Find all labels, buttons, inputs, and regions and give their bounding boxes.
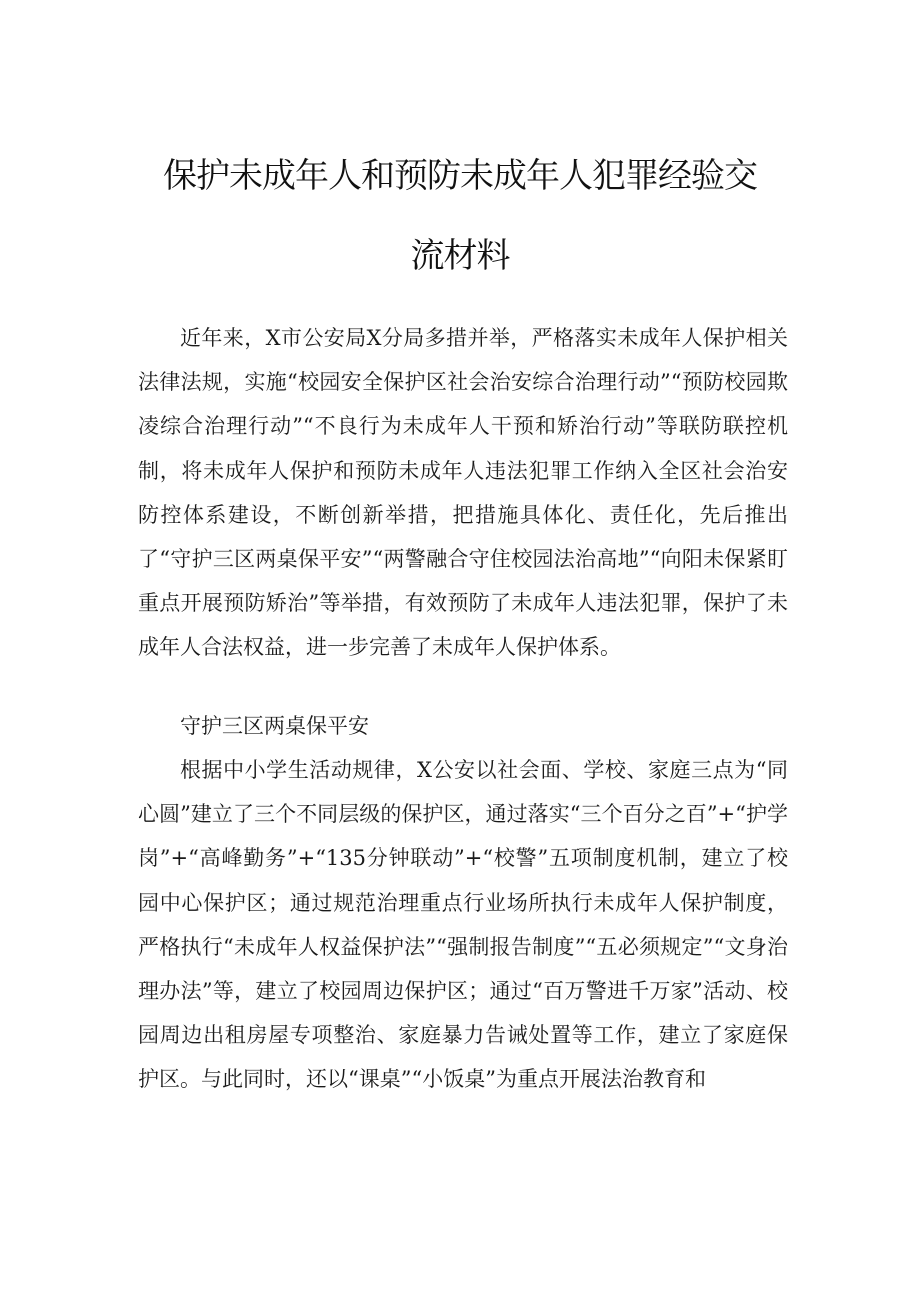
intro-paragraph-block [138, 316, 788, 670]
document-title-line-1: 保护未成年人和预防未成年人犯罪经验交 [163, 156, 757, 196]
section-paragraph: 根据中小学生活动规律，X公安以社会面、学校、家庭三点为“同心圆”建立了三个不同层级的保护区，通过落实“三个百分之百”+“护学岗”+“高峰勤务”+“135分钟联动”+“校警”五项制度机制，建立了校园中心保护区；通过规范治理重点行业场所执行未成年人保护制度，严格执行“未成年人权益保护法”“强制报告制度”“五必须规定”“文身治理办法”等，建立了校园周边保护区；通过“百万警进千万家”活动、校园周边出租房屋专项整治、家庭暴力告诫处置等工作，建立了家庭保护区。与此同时，还以“课桌”“小饭桌”为重点开展法治教育和 [138, 758, 788, 1092]
section-heading: 守护三区两桌保平安 [180, 714, 369, 738]
section-heading-block [138, 704, 788, 748]
intro-paragraph: 近年来，X市公安局X分局多措并举，严格落实未成年人保护相关法律法规，实施“校园安全保护区社会治安综合治理行动”“预防校园欺凌综合治理行动”“不良行为未成年人干预和矫治行动”等联防联控机制，将未成年人保护和预防未成年人违法犯罪工作纳入全区社会治安防控体系建设，不断创新举措，把措施具体化、责任化，先后推出了“守护三区两桌保平安”“两警融合守住校园法治高地”“向阳未保紧盯重点开展预防矫治”等举措，有效预防了未成年人违法犯罪，保护了未成年人合法权益，进一步完善了未成年人保护体系。 [138, 326, 788, 660]
section-paragraph-block [138, 748, 788, 1102]
document-title-line-2: 流材料 [410, 236, 510, 276]
